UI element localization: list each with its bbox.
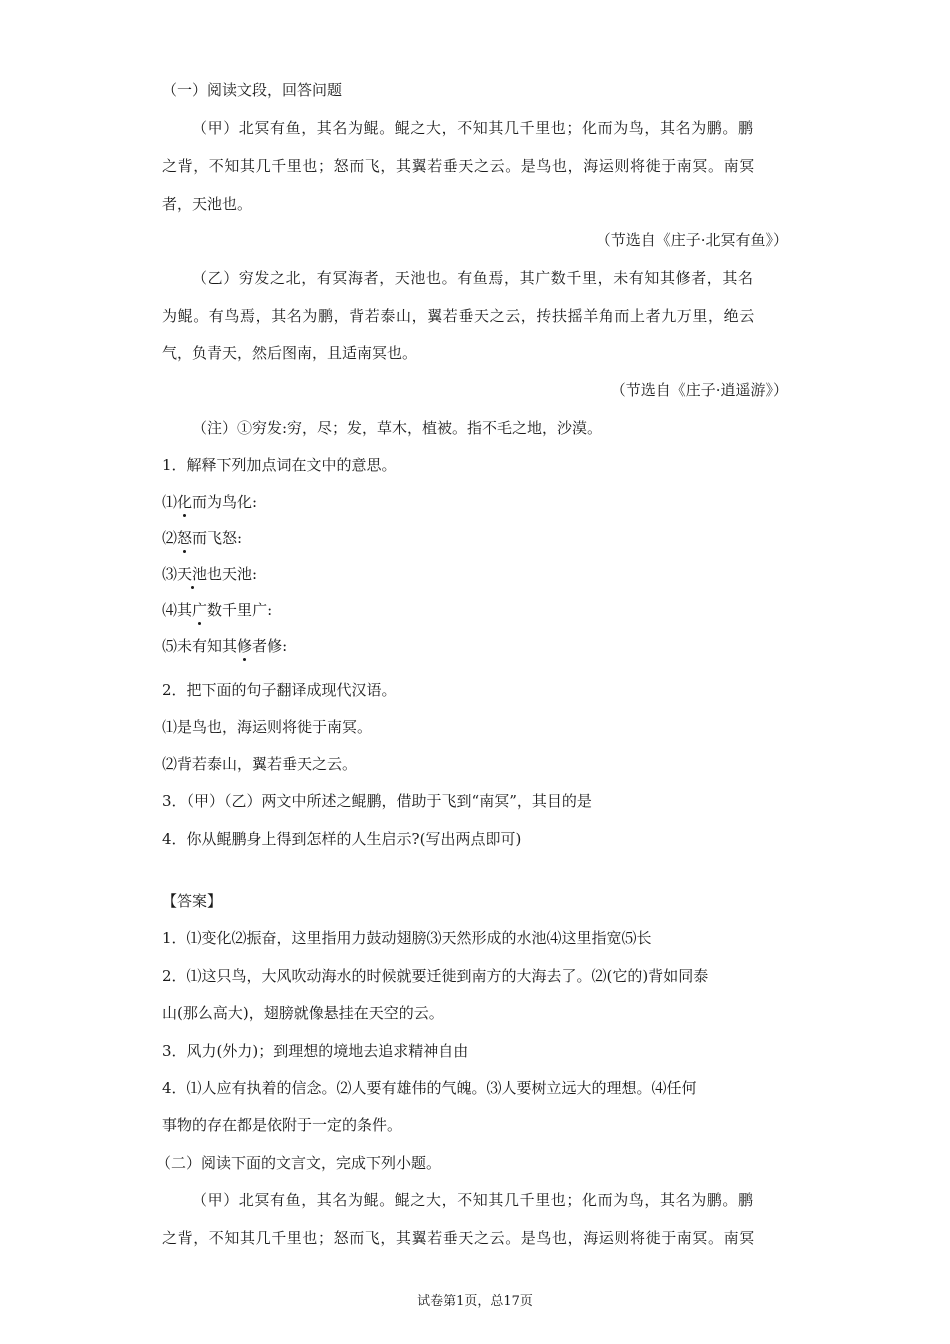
question-1-item-2: ⑵怒而飞怒: <box>162 529 243 547</box>
answer-4-line-2: 事物的存在都是依附于一定的条件。 <box>162 1116 403 1134</box>
question-4: 4．你从鲲鹏身上得到怎样的人生启示?(写出两点即可) <box>162 830 522 848</box>
question-2-item-1: ⑴是鸟也，海运则将徙于南冥。 <box>162 718 373 736</box>
passage-note: （注）①穷发:穷，尽；发，草木，植被。指不毛之地，沙漠。 <box>192 419 603 437</box>
dotted-word: 化 <box>177 493 193 511</box>
passage-jia-source: （节选自《庄子·北冥有鱼》） <box>595 231 788 249</box>
answer-2-line-2: 山(那么高大)，翅膀就像悬挂在天空的云。 <box>162 1004 444 1022</box>
dotted-word: 怒 <box>177 529 193 547</box>
question-3: 3．（甲）（乙）两文中所述之鲲鹏，借助于飞到“南冥”，其目的是 <box>162 792 592 810</box>
question-1-item-3: ⑶天池也天池: <box>162 565 258 583</box>
answer-3: 3．风力(外力)；到理想的境地去追求精神自由 <box>162 1042 469 1060</box>
page-footer: 试卷第1页，总17页 <box>417 1294 533 1309</box>
dotted-word: 天池 <box>177 565 208 583</box>
section2-jia-line-1: （甲）北冥有鱼，其名为鲲。鲲之大，不知其几千里也；化而为鸟，其名为鹏。鹏 <box>192 1191 754 1209</box>
section2-jia-line-2: 之背，不知其几千里也；怒而飞，其翼若垂天之云。是鸟也，海运则将徙于南冥。南冥 <box>162 1229 755 1247</box>
section1-title: （一）阅读文段，回答问题 <box>162 81 343 99</box>
answer-4-line-1: 4．⑴人应有执着的信念。⑵人要有雄伟的气魄。⑶人要树立远大的理想。⑷任何 <box>162 1079 697 1097</box>
question-1-stem: 1．解释下列加点词在文中的意思。 <box>162 456 397 474</box>
passage-yi-line-3: 气，负青天，然后图南，且适南冥也。 <box>162 344 418 362</box>
passage-jia-line-3: 者，天池也。 <box>162 195 253 213</box>
question-1-item-4: ⑷其广数千里广: <box>162 601 273 619</box>
dotted-word: 修 <box>237 637 253 655</box>
question-2-item-2: ⑵背若泰山，翼若垂天之云。 <box>162 755 358 773</box>
question-2-stem: 2．把下面的句子翻译成现代汉语。 <box>162 681 397 699</box>
answer-label: 【答案】 <box>162 892 223 910</box>
passage-jia-line-1: （甲）北冥有鱼，其名为鲲。鲲之大，不知其几千里也；化而为鸟，其名为鹏。鹏 <box>192 119 754 137</box>
question-1-item-1: ⑴化而为鸟化: <box>162 493 258 511</box>
passage-yi-line-2: 为鲲。有鸟焉，其名为鹏，背若泰山，翼若垂天之云，抟扶摇羊角而上者九万里，绝云 <box>162 307 755 325</box>
passage-yi-source: （节选自《庄子·逍遥游》） <box>610 381 788 399</box>
dotted-word: 广 <box>192 601 208 619</box>
question-1-item-5: ⑸未有知其修者修: <box>162 637 288 655</box>
answer-2-line-1: 2．⑴这只鸟，大风吹动海水的时候就要迁徙到南方的大海去了。⑵(它的)背如同泰 <box>162 967 709 985</box>
passage-jia-line-2: 之背，不知其几千里也；怒而飞，其翼若垂天之云。是鸟也，海运则将徙于南冥。南冥 <box>162 157 755 175</box>
answer-1: 1．⑴变化⑵振奋，这里指用力鼓动翅膀⑶天然形成的水池⑷这里指宽⑸长 <box>162 929 652 947</box>
passage-yi-line-1: （乙）穷发之北，有冥海者，天池也。有鱼焉，其广数千里，未有知其修者，其名 <box>192 269 754 287</box>
section2-title: （二）阅读下面的文言文，完成下列小题。 <box>156 1154 442 1172</box>
